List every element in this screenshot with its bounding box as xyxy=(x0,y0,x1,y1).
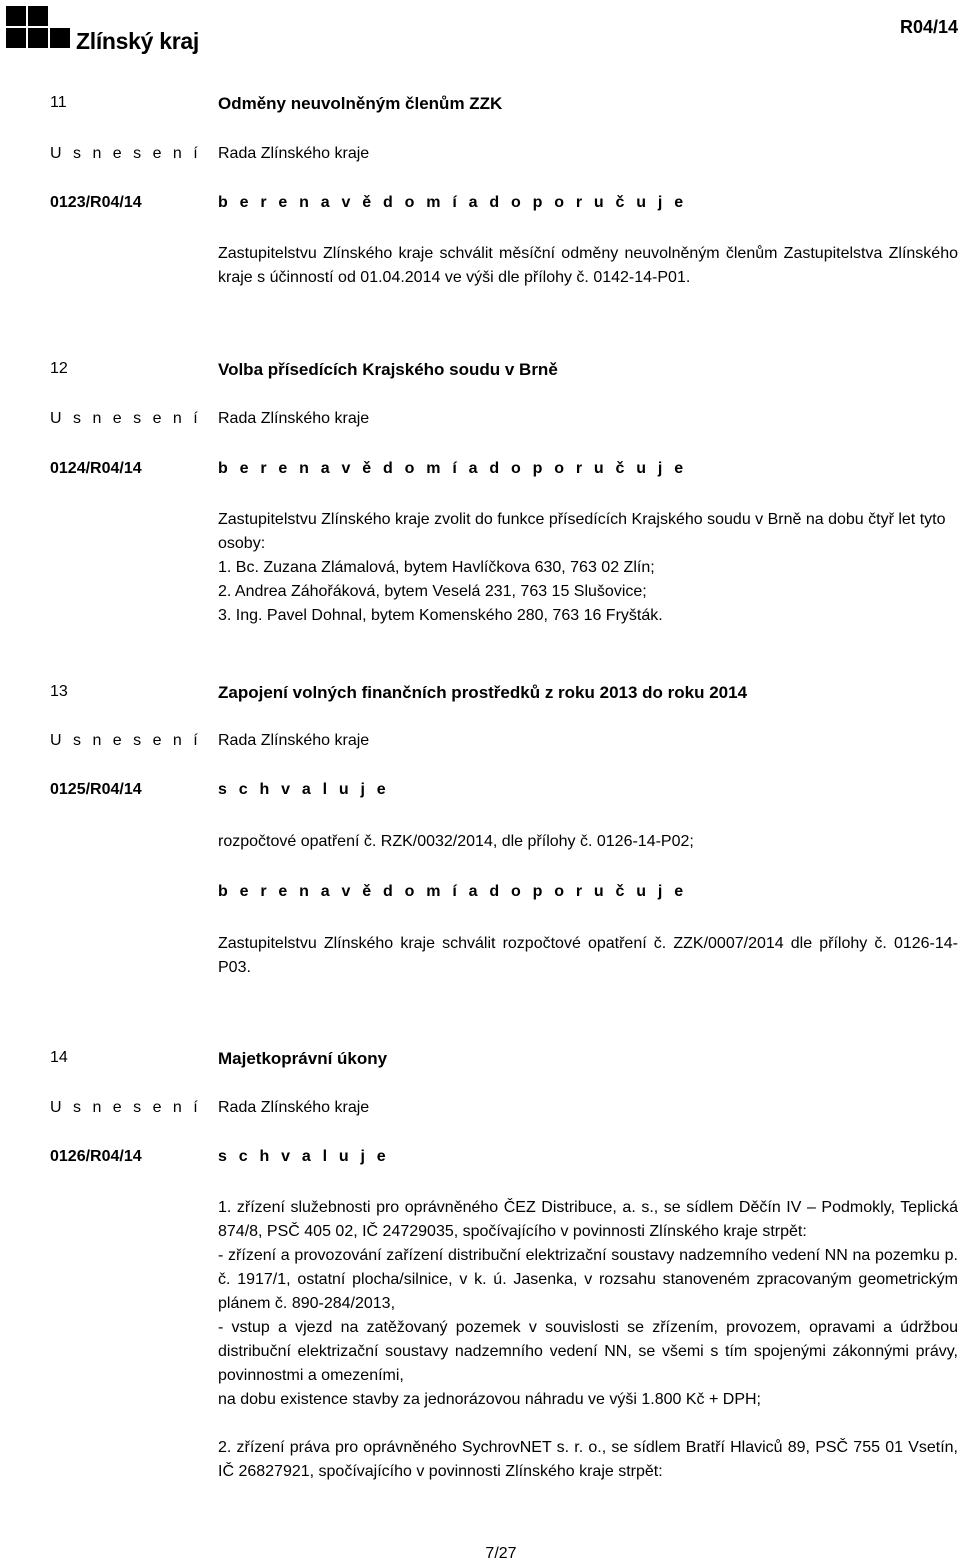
item-number: 11 xyxy=(50,94,67,111)
paragraph: - zřízení a provozování zařízení distribuční elektrizační soustavy nadzemního vedení NN na pozemku p. č. 1917/1, ostatní plocha/silnice, v k. ú. Jasenka, v rozsahu stanoveném zpracovaným geometrickým plánem č. 890-284/2013, xyxy=(218,1247,958,1312)
verb-bere-na-vedomi: b e r e n a v ě d o m í a d o p o r u č u j e xyxy=(218,883,687,900)
resolution-number: 0123/R04/14 xyxy=(50,194,142,211)
header-code: R04/14 xyxy=(899,17,958,37)
resolution-number: 0125/R04/14 xyxy=(50,781,142,798)
item-title: Odměny neuvolněným členům ZZK xyxy=(218,94,503,113)
page-number: 7/27 xyxy=(485,1545,517,1562)
council-label: Rada Zlínského kraje xyxy=(218,410,370,427)
verb-bere-na-vedomi: b e r e n a v ě d o m í a d o p o r u č u j e xyxy=(218,460,687,477)
paragraph: na dobu existence stavby za jednorázovou náhradu ve výši 1.800 Kč + DPH; xyxy=(218,1391,761,1408)
usneseni-label: U s n e s e n í xyxy=(50,410,202,427)
item-title: Zapojení volných finančních prostředků z roku 2013 do roku 2014 xyxy=(218,683,748,702)
council-label: Rada Zlínského kraje xyxy=(218,732,370,749)
usneseni-label: U s n e s e n í xyxy=(50,145,202,162)
resolution-text: Zastupitelstvu Zlínského kraje zvolit do funkce přísedících Krajského soudu v Brně na dobu čtyř let tyto osoby: xyxy=(218,511,946,552)
verb-bere-na-vedomi: b e r e n a v ě d o m í a d o p o r u č u j e xyxy=(218,194,687,211)
paragraph: - vstup a vjezd na zatěžovaný pozemek v souvislosti se zřízením, provozem, opravami a údržbou distribuční elektrizační soustavy nadzemního vedení NN, se všemi s tím spojenými zákonnými právy, povinnostmi a omezeními, xyxy=(218,1319,958,1384)
person-item: 3. Ing. Pavel Dohnal, bytem Komenského 280, 763 16 Fryšták. xyxy=(218,607,663,624)
resolution-text: rozpočtové opatření č. RZK/0032/2014, dle přílohy č. 0126-14-P02; xyxy=(218,833,694,850)
person-item: 2. Andrea Záhořáková, bytem Veselá 231, 763 15 Slušovice; xyxy=(218,583,647,600)
item-number: 13 xyxy=(50,683,68,700)
resolution-text: Zastupitelstvu Zlínského kraje schválit měsíční odměny neuvolněným členům Zastupitelstva Zlínského kraje s účinností od 01.04.2014 ve výši dle přílohy č. 0142-14-P01. xyxy=(218,245,958,286)
item-title: Volba přísedících Krajského soudu v Brně xyxy=(218,360,558,379)
usneseni-label: U s n e s e n í xyxy=(50,1099,202,1116)
logo-square-icon xyxy=(28,28,48,48)
resolution-text-block xyxy=(218,1196,958,1484)
paragraph: 2. zřízení práva pro oprávněného SychrovNET s. r. o., se sídlem Bratří Hlaviců 89, PSČ 755 01 Vsetín, IČ 26827921, spočívajícího v povinnosti Zlínského kraje strpět: xyxy=(218,1439,958,1480)
usneseni-label: U s n e s e n í xyxy=(50,732,202,749)
resolution-text: Zastupitelstvu Zlínského kraje schválit rozpočtové opatření č. ZZK/0007/2014 dle přílohy č. 0126-14-P03. xyxy=(218,935,958,976)
logo-text: Zlínský kraj xyxy=(76,28,199,54)
logo-square-icon xyxy=(6,6,26,26)
item-number: 14 xyxy=(50,1049,68,1066)
zlinsky-kraj-logo xyxy=(6,6,199,54)
verb-schvaluje: s c h v a l u j e xyxy=(218,781,390,798)
logo-square-icon xyxy=(28,6,48,26)
resolution-number: 0126/R04/14 xyxy=(50,1148,142,1165)
item-title: Majetkoprávní úkony xyxy=(218,1049,388,1068)
resolution-text-block xyxy=(218,508,958,628)
person-item: 1. Bc. Zuzana Zlámalová, bytem Havlíčkova 630, 763 02 Zlín; xyxy=(218,559,655,576)
verb-schvaluje: s c h v a l u j e xyxy=(218,1148,390,1165)
council-label: Rada Zlínského kraje xyxy=(218,1099,370,1116)
logo-square-icon xyxy=(6,28,26,48)
resolution-number: 0124/R04/14 xyxy=(50,460,142,477)
council-label: Rada Zlínského kraje xyxy=(218,145,370,162)
paragraph: 1. zřízení služebnosti pro oprávněného ČEZ Distribuce, a. s., se sídlem Děčín IV – Podmokly, Teplická 874/8, PSČ 405 02, IČ 24729035, spočívajícího v povinnosti Zlínského kraje strpět: xyxy=(218,1199,958,1240)
item-number: 12 xyxy=(50,360,68,377)
logo-square-icon xyxy=(50,28,70,48)
